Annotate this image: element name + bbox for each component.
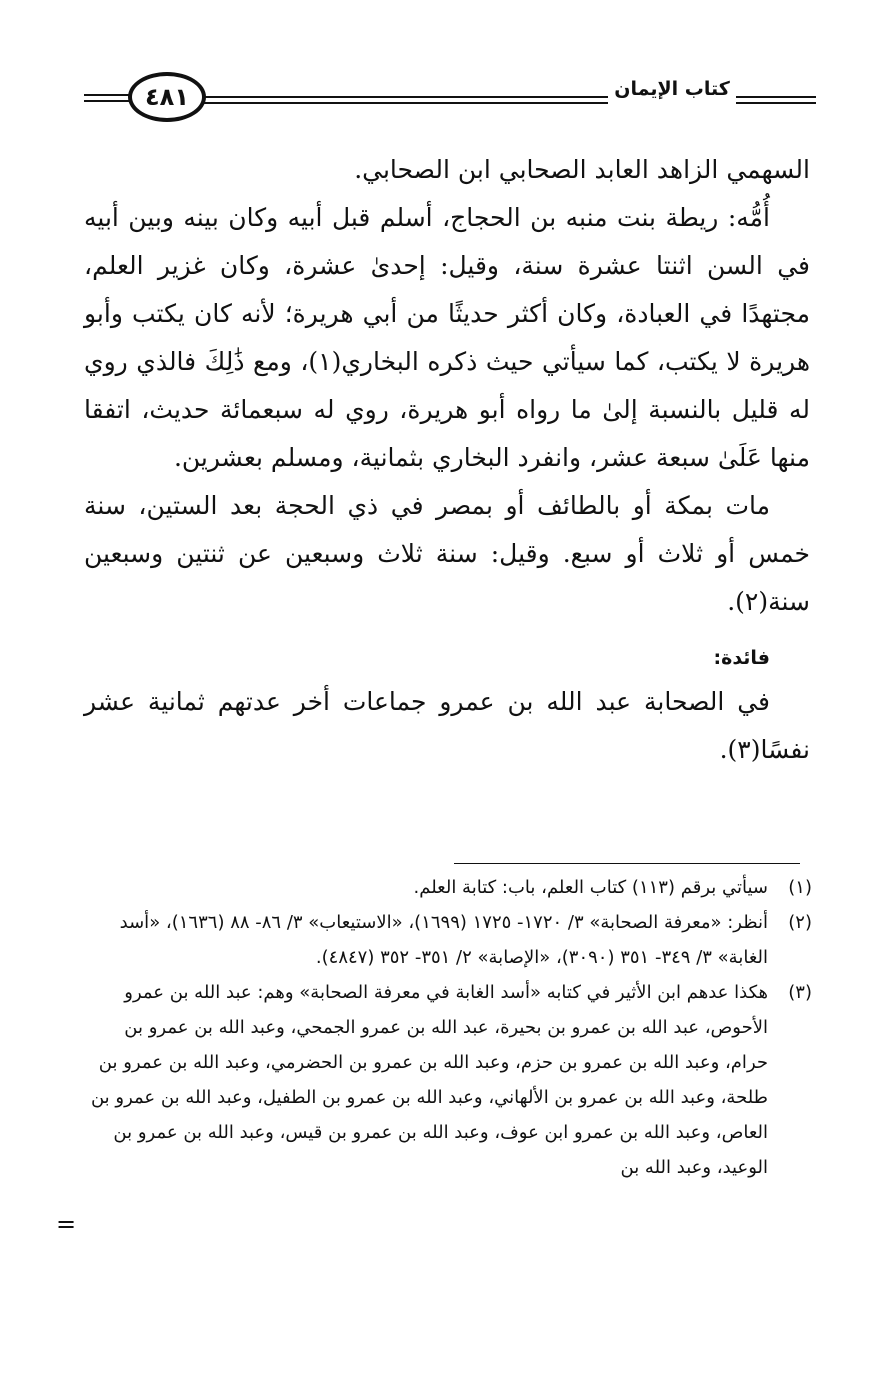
footnotes: [84, 870, 812, 1185]
header-rule: [204, 96, 608, 98]
paragraph: السهمي الزاهد العابد الصحابي ابن الصحابي.: [354, 155, 810, 184]
footnote: [84, 975, 812, 1185]
footnote: [84, 870, 812, 905]
paragraph: مات بمكة أو بالطائف أو بمصر في ذي الحجة بعد الستين، سنة خمس أو ثلاث أو سبع. وقيل: سنة ثلاث وسبعين عن ثنتين وسبعين سنة(٢).: [84, 491, 810, 616]
header-rule: [84, 100, 132, 102]
header-rule: [84, 94, 132, 96]
footnote-separator: [454, 863, 800, 864]
section-label: فائدة:: [713, 647, 770, 669]
footnote-text: أنظر: «معرفة الصحابة» ٣/ ١٧٢٠- ١٧٢٥ (١٦٩٩)، «الاستيعاب» ٣/ ٨٦- ٨٨ (١٦٣٦)، «أسد الغابة» ٣/ ٣٤٩- ٣٥١ (٣٠٩٠)، «الإصابة» ٢/ ٣٥١- ٣٥٢ (٤٨٤٧).: [119, 912, 768, 968]
footnote-text: هكذا عدهم ابن الأثير في كتابه «أسد الغابة في معرفة الصحابة» وهم: عبد الله بن عمرو الأحوص، عبد الله بن عمرو بن بحيرة، عبد الله بن عمرو الجمحي، وعبد الله بن عمرو بن حرام، وعبد الله بن عمرو بن حزم، وعبد الله بن عمرو بن الحضرمي، وعبد الله بن عمرو بن طلحة، وعبد الله بن عمرو بن الألهاني، وعبد الله بن عمرو بن الطفيل، وعبد الله بن عمرو بن العاص، وعبد الله بن عمرو ابن عوف، وعبد الله بن عمرو بن قيس، وعبد الله بن عمرو بن الوعيد، وعبد الله بن: [90, 982, 768, 1178]
paragraph: في الصحابة عبد الله بن عمرو جماعات أخر عدتهم ثمانية عشر نفسًا(٣).: [84, 687, 810, 764]
footnote-number: (١): [788, 877, 812, 898]
footnote-number: (٣): [788, 982, 812, 1003]
footnote: [84, 905, 812, 975]
paragraph: أُمُّه: ريطة بنت منبه بن الحجاج، أسلم قبل أبيه وكان بينه وبين أبيه في السن اثنتا عشرة سنة، وقيل: إحدىٰ عشرة، وكان غزير العلم، مجتهدًا في العبادة، وكان أكثر حديثًا من أبي هريرة؛ لأنه كان يكتب وأبو هريرة لا يكتب، كما سيأتي حيث ذكره البخاري(١)، ومع ذَٰلِكَ فالذي روي له قليل بالنسبة إلىٰ ما رواه أبو هريرة، روي له سبعمائة حديث، اتفقا منها عَلَىٰ سبعة عشر، وانفرد البخاري بثمانية، ومسلم بعشرين.: [84, 203, 810, 472]
footnote-text: سيأتي برقم (١١٣) كتاب العلم، باب: كتابة العلم.: [413, 877, 768, 898]
running-title: كتاب الإيمان: [614, 78, 730, 100]
header-rule: [204, 102, 608, 104]
header-rule: [736, 96, 816, 98]
main-text: [84, 146, 810, 774]
header-rule: [736, 102, 816, 104]
continuation-mark: =: [56, 1210, 77, 1238]
footnote-number: (٢): [788, 912, 812, 933]
page-number: ٤٨١: [128, 72, 206, 122]
page-header: [84, 72, 816, 130]
